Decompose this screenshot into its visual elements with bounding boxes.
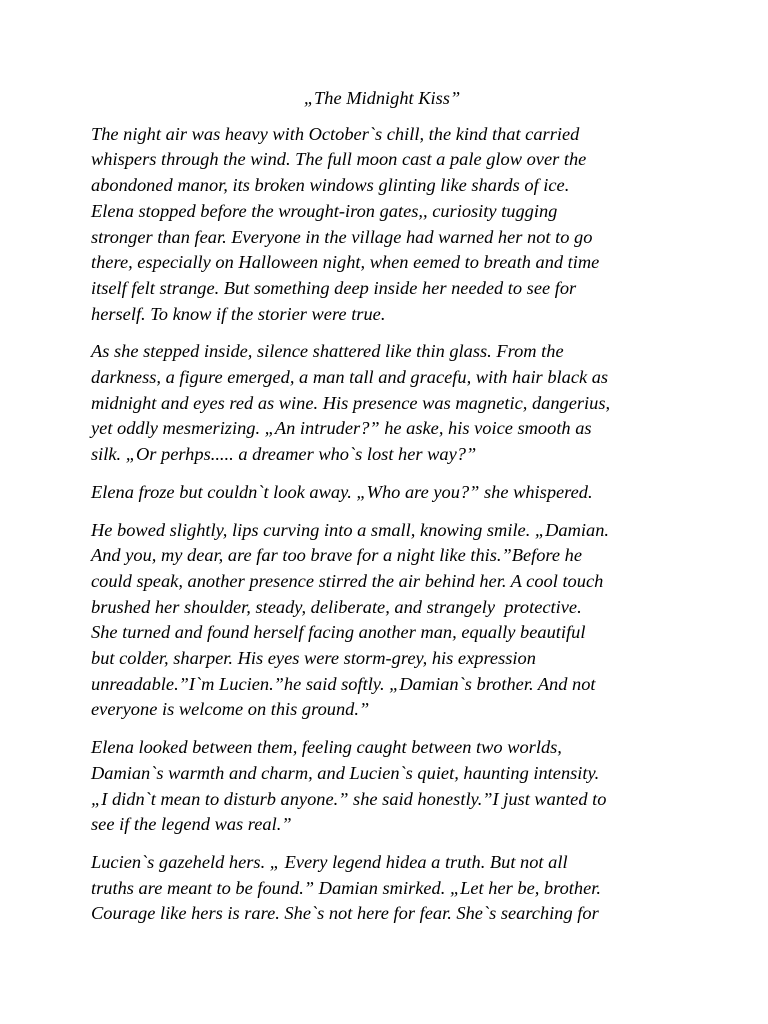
text-line: The night air was heavy with October`s chill, the kind that carried bbox=[91, 123, 580, 144]
text-line: herself. To know if the storier were true. bbox=[91, 303, 386, 324]
paragraph-list bbox=[91, 122, 691, 927]
paragraph bbox=[91, 518, 691, 724]
paragraph bbox=[91, 480, 691, 506]
text-line: Elena froze but couldn`t look away. „Who are you?” she whispered. bbox=[91, 481, 593, 502]
text-line: midnight and eyes red as wine. His presence was magnetic, dangerius, bbox=[91, 392, 611, 413]
paragraph bbox=[91, 339, 691, 468]
text-line: yet oddly mesmerizing. „An intruder?” he aske, his voice smooth as bbox=[91, 418, 592, 439]
text-line: brushed her shoulder, steady, deliberate, and strangely protective. bbox=[91, 596, 582, 617]
text-line: Courage like hers is rare. She`s not here for fear. She`s searching for bbox=[91, 903, 599, 924]
document-body bbox=[91, 86, 691, 939]
text-line: „I didn`t mean to disturb anyone.” she said honestly.”I just wanted to bbox=[91, 788, 607, 809]
text-line: there, especially on Halloween night, when eemed to breath and time bbox=[91, 252, 600, 273]
text-line: but colder, sharper. His eyes were storm-grey, his expression bbox=[91, 648, 536, 669]
text-line: everyone is welcome on this ground.” bbox=[91, 699, 370, 720]
text-line: see if the legend was real.” bbox=[91, 814, 292, 835]
text-line: darkness, a figure emerged, a man tall and gracefu, with hair black as bbox=[91, 367, 609, 388]
text-line: She turned and found herself facing another man, equally beautiful bbox=[91, 622, 586, 643]
paragraph bbox=[91, 735, 691, 838]
text-line: Lucien`s gazeheld hers. „ Every legend hidea a truth. But not all bbox=[91, 851, 568, 872]
text-line: stronger than fear. Everyone in the village had warned her not to go bbox=[91, 226, 593, 247]
text-line: whispers through the wind. The full moon cast a pale glow over the bbox=[91, 149, 587, 170]
story-title: „The Midnight Kiss” bbox=[303, 88, 461, 108]
text-line: Elena stopped before the wrought-iron gates,, curiosity tugging bbox=[91, 200, 558, 221]
text-line: could speak, another presence stirred the air behind her. A cool touch bbox=[91, 570, 604, 591]
paragraph bbox=[91, 850, 691, 927]
text-line: unreadable.”I`m Lucien.”he said softly. „Damian`s brother. And not bbox=[91, 673, 596, 694]
paragraph bbox=[91, 122, 691, 328]
text-line: itself felt strange. But something deep inside her needed to see for bbox=[91, 277, 577, 298]
text-line: He bowed slightly, lips curving into a small, knowing smile. „Damian. bbox=[91, 519, 609, 540]
text-line: And you, my dear, are far too brave for a night like this.”Before he bbox=[91, 545, 583, 566]
text-line: As she stepped inside, silence shattered like thin glass. From the bbox=[91, 341, 564, 362]
text-line: truths are meant to be found.” Damian smirked. „Let her be, brother. bbox=[91, 877, 601, 898]
text-line: silk. „Or perhps..... a dreamer who`s lost her way?” bbox=[91, 444, 477, 465]
text-line: Damian`s warmth and charm, and Lucien`s quiet, haunting intensity. bbox=[91, 762, 600, 783]
text-line: Elena looked between them, feeling caught between two worlds, bbox=[91, 737, 562, 758]
text-line: abondoned manor, its broken windows glinting like shards of ice. bbox=[91, 175, 570, 196]
